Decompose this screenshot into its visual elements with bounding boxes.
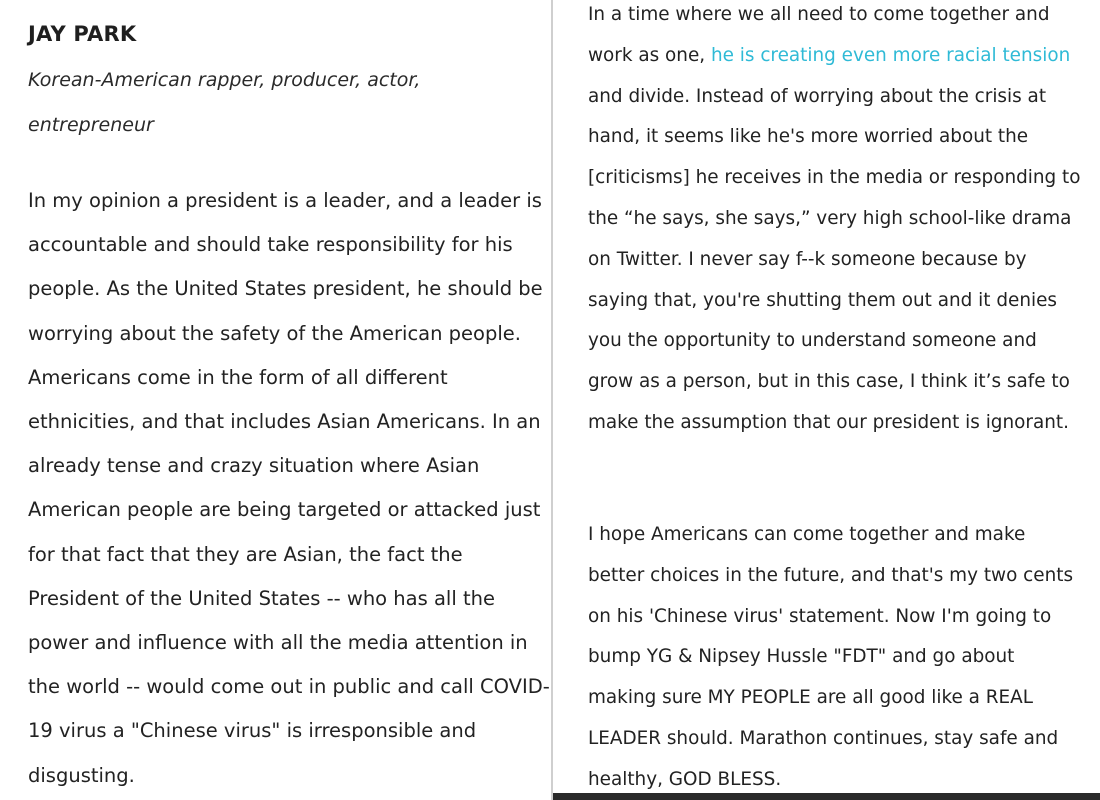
- right-paragraph-1: [588, 0, 1083, 444]
- right-article-panel: [553, 0, 1100, 800]
- racial-tension-link[interactable]: he is creating even more racial tension: [710, 44, 1071, 66]
- left-body-paragraph: In my opinion a president is a leader, and a leader is accountable and should take responsibility for his people. As the United States president, he should be worrying about the safety of the American people. Americans come in the form of all different ethnicities, and that includes Asian Americans. In an already tense and crazy situation where Asian American people are being targeted or attacked just for that fact that they are Asian, the fact the President of the United States -- who has all the power and influence with all the media attention in the world -- would come out in public and call COVID-19 virus a "Chinese virus" is irresponsible and disgusting.: [28, 189, 550, 787]
- right-paragraph-1-end: and divide. Instead of worrying about the crisis at hand, it seems like he's more worried about the [criticisms] he receives in the media or responding to the “he says, she says,” very high school-like drama on Twitter. I never say f--k someone because by saying that, you're shutting them out and it denies you the opportunity to understand someone and grow as a person, but in this case, I think it’s safe to make the assumption that our president is ignorant.: [588, 85, 1081, 433]
- author-name: JAY PARK: [28, 22, 137, 46]
- bottom-image-edge: [553, 793, 1100, 800]
- author-description: Korean-American rapper, producer, actor, entrepreneur: [28, 69, 421, 136]
- right-paragraph-2: I hope Americans can come together and make better choices in the future, and that's my two cents on his 'Chinese virus' statement. Now I'm going to bump YG & Nipsey Hussle "FDT" and go about making sure MY PEOPLE are all good like a REAL LEADER should. Marathon continues, stay safe and healthy, GOD BLESS.: [588, 524, 1074, 790]
- right-paragraph-1-start: In a time where we all need to come together and work as one,: [588, 4, 1050, 66]
